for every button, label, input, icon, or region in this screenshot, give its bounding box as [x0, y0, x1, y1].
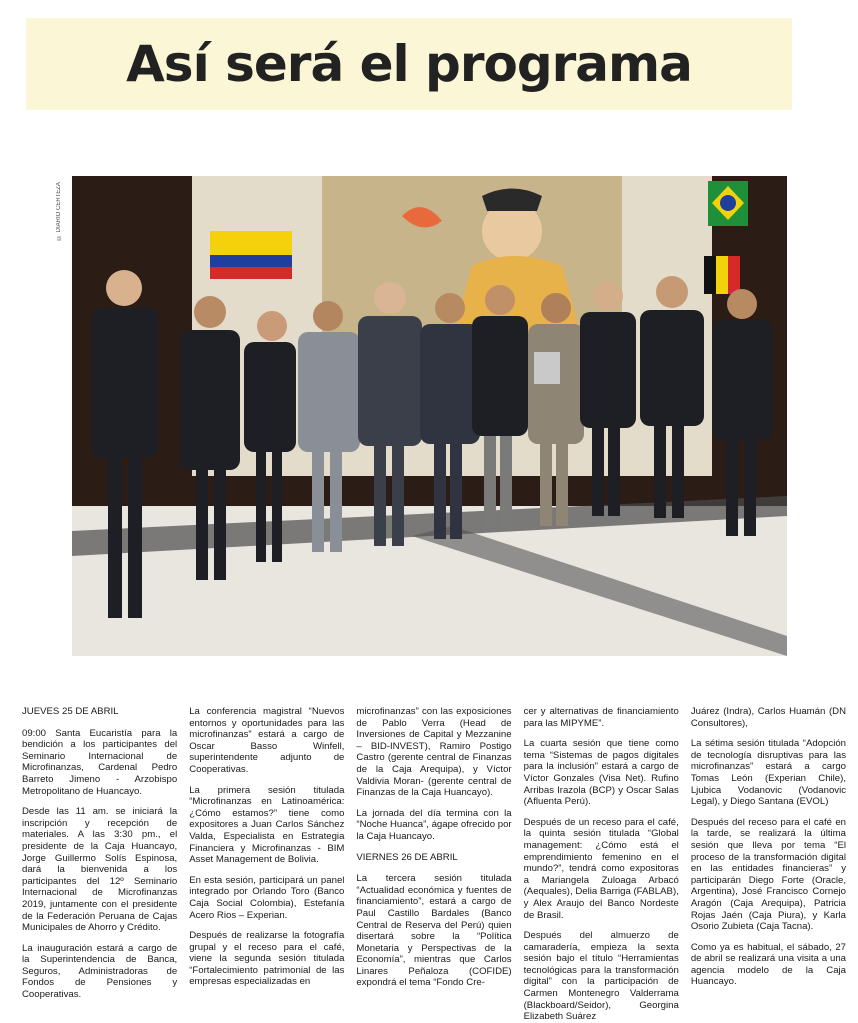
headline-band: [26, 18, 792, 110]
paragraph: Juárez (Indra), Carlos Huamán (DN Consultores),: [690, 706, 847, 729]
article-columns: [22, 706, 847, 1023]
paragraph: La sétima sesión titulada “Adopción de tecnología disruptivas para las microfinanzas” estará a cargo Tomas León (Experian Chile), Ljubica Vodanovic (Vodanovic Legal), y Diego Santana (EVOL): [690, 738, 847, 808]
brazil-flag: [708, 181, 748, 226]
paragraph: Después del receso para el café en la tarde, se realizará la última sesión que lleva por tema “El proceso de la transformación digital en las entidades financieras” y participarán Diego Forte (Oracle, Argentina), José Francisco Cornejo Aragón (Caja Arequipa), Patricia Rojas Jaén (Caja Piura), y Karla Osorio Zubieta (Caja Tacna).: [690, 816, 847, 933]
column-3: [356, 706, 512, 989]
paragraph: Después de realizarse la fotografía grupal y el receso para el café, viene la segunda sesión titulada “Fortalecimiento patrimonial de las empresas especializadas en: [189, 930, 345, 988]
column-4: [523, 706, 679, 1023]
paragraph: La tercera sesión titulada “Actualidad económica y fuentes de financiamiento”, estará a cargo de Paul Castillo Bardales (Banco Central de Reserva del Perú) quien disertará sobre la “Política Monetaria y Perspectivas de la Economía”, mientras que Carlos Linares Peñaloza (COFIDE) expondrá el tema “Fondo Cre-: [356, 873, 512, 989]
paragraph: Después de un receso para el café, la quinta sesión titulada “Global management: ¿Cómo está el emprendimiento femenino en el mundo?”, tendrá como expositoras a Mariangela Zuloaga Arbacó (Aequales), Delia Barriga (FABLAB), y Alex Araujo del Banco Nordeste de Brasil.: [523, 816, 679, 921]
paragraph: La jornada del día termina con la “Noche Huanca”, ágape ofrecido por la Caja Huancayo.: [356, 807, 512, 842]
paragraph: La inauguración estará a cargo de la Superintendencia de Banca, Seguros, Administradoras de Fondos de Pensiones y Cooperativas.: [22, 942, 178, 1001]
belgium-flag: [704, 256, 740, 294]
paragraph: En esta sesión, participará un panel integrado por Orlando Toro (Banco Caja Social Colombia), Estefanía Acero Rios – Experian.: [189, 874, 345, 921]
paragraph: microfinanzas” con las exposiciones de Pablo Verra (Head de Inversiones de Capital y Mezzanine – BID-INVEST), Ramiro Postigo Castro (gerente central de Finanzas de la Caja Arequipa), y Víctor Valdivia Moran- (gerente central de Finanzas de la Caja Huancayo).: [356, 706, 512, 799]
day-heading-friday: VIERNES 26 DE ABRIL: [356, 851, 458, 863]
photo-credit: © DIARIO CERTEZA: [56, 182, 62, 240]
paragraph: La cuarta sesión que tiene como tema “Sistemas de pagos digitales para la inclusión” estará a cargo de Víctor Gonzales (Visa Net). Rufino Arribas Irazola (BCP) y Oscar Salas (Afluenta Perú).: [523, 738, 679, 808]
group-photo-illustration: [72, 176, 787, 656]
colombia-flag: [210, 231, 292, 279]
paragraph: Como ya es habitual, el sábado, 27 de abril se realizará una visita a una agencia modelo de la Caja Huancayo.: [690, 941, 847, 988]
paragraph: 09:00 Santa Eucaristía para la bendición a los participantes del Seminario Internacional de Microfinanzas, Cardenal Pedro Barreto Jimeno - Arzobispo Metropolitano de Huancayo.: [22, 727, 178, 797]
paragraph: Después del almuerzo de camaradería, empieza la sexta sesión bajo el título “Herramientas tecnológicas para la transformación digital” con la participación de Carmen Montenegro Valderrama (Blackboard/Seidor), Georgina Elizabeth Suárez: [523, 930, 679, 1023]
column-5: [690, 706, 847, 988]
headline: Así será el programa: [126, 35, 692, 93]
column-1: [22, 706, 178, 1001]
paragraph: La primera sesión titulada “Microfinanzas en Latinoamérica: ¿Cómo estamos?” tiene como expositores a Juan Carlos Sánchez Valda, Especialista en Estrategia Financiera y Microfinanzas - BIM Asset Management de Bolivia.: [189, 784, 345, 866]
paragraph: La conferencia magistral “Nuevos entornos y oportunidades para las microfinanzas” estará a cargo de Oscar Basso Winfell, superintendente adjunto de Cooperativas.: [189, 706, 345, 775]
group-photo: [72, 176, 787, 656]
paragraph: cer y alternativas de financiamiento para las MIPYME”.: [523, 706, 679, 729]
paragraph: Desde las 11 am. se iniciará la inscripción y recepción de materiales. A las 3:30 pm., el presidente de la Caja Huancayo, Jorge Guillermo Solís Espinosa, dará la bienvenida a los participantes del 12º Seminario Internacional de Microfinanzas 2019, juntamente con el presidente de la Federación Peruana de Cajas Municipales de Ahorro y Crédito.: [22, 806, 178, 934]
column-2: [189, 706, 345, 988]
day-heading-thursday: JUEVES 25 DE ABRIL: [22, 706, 119, 717]
